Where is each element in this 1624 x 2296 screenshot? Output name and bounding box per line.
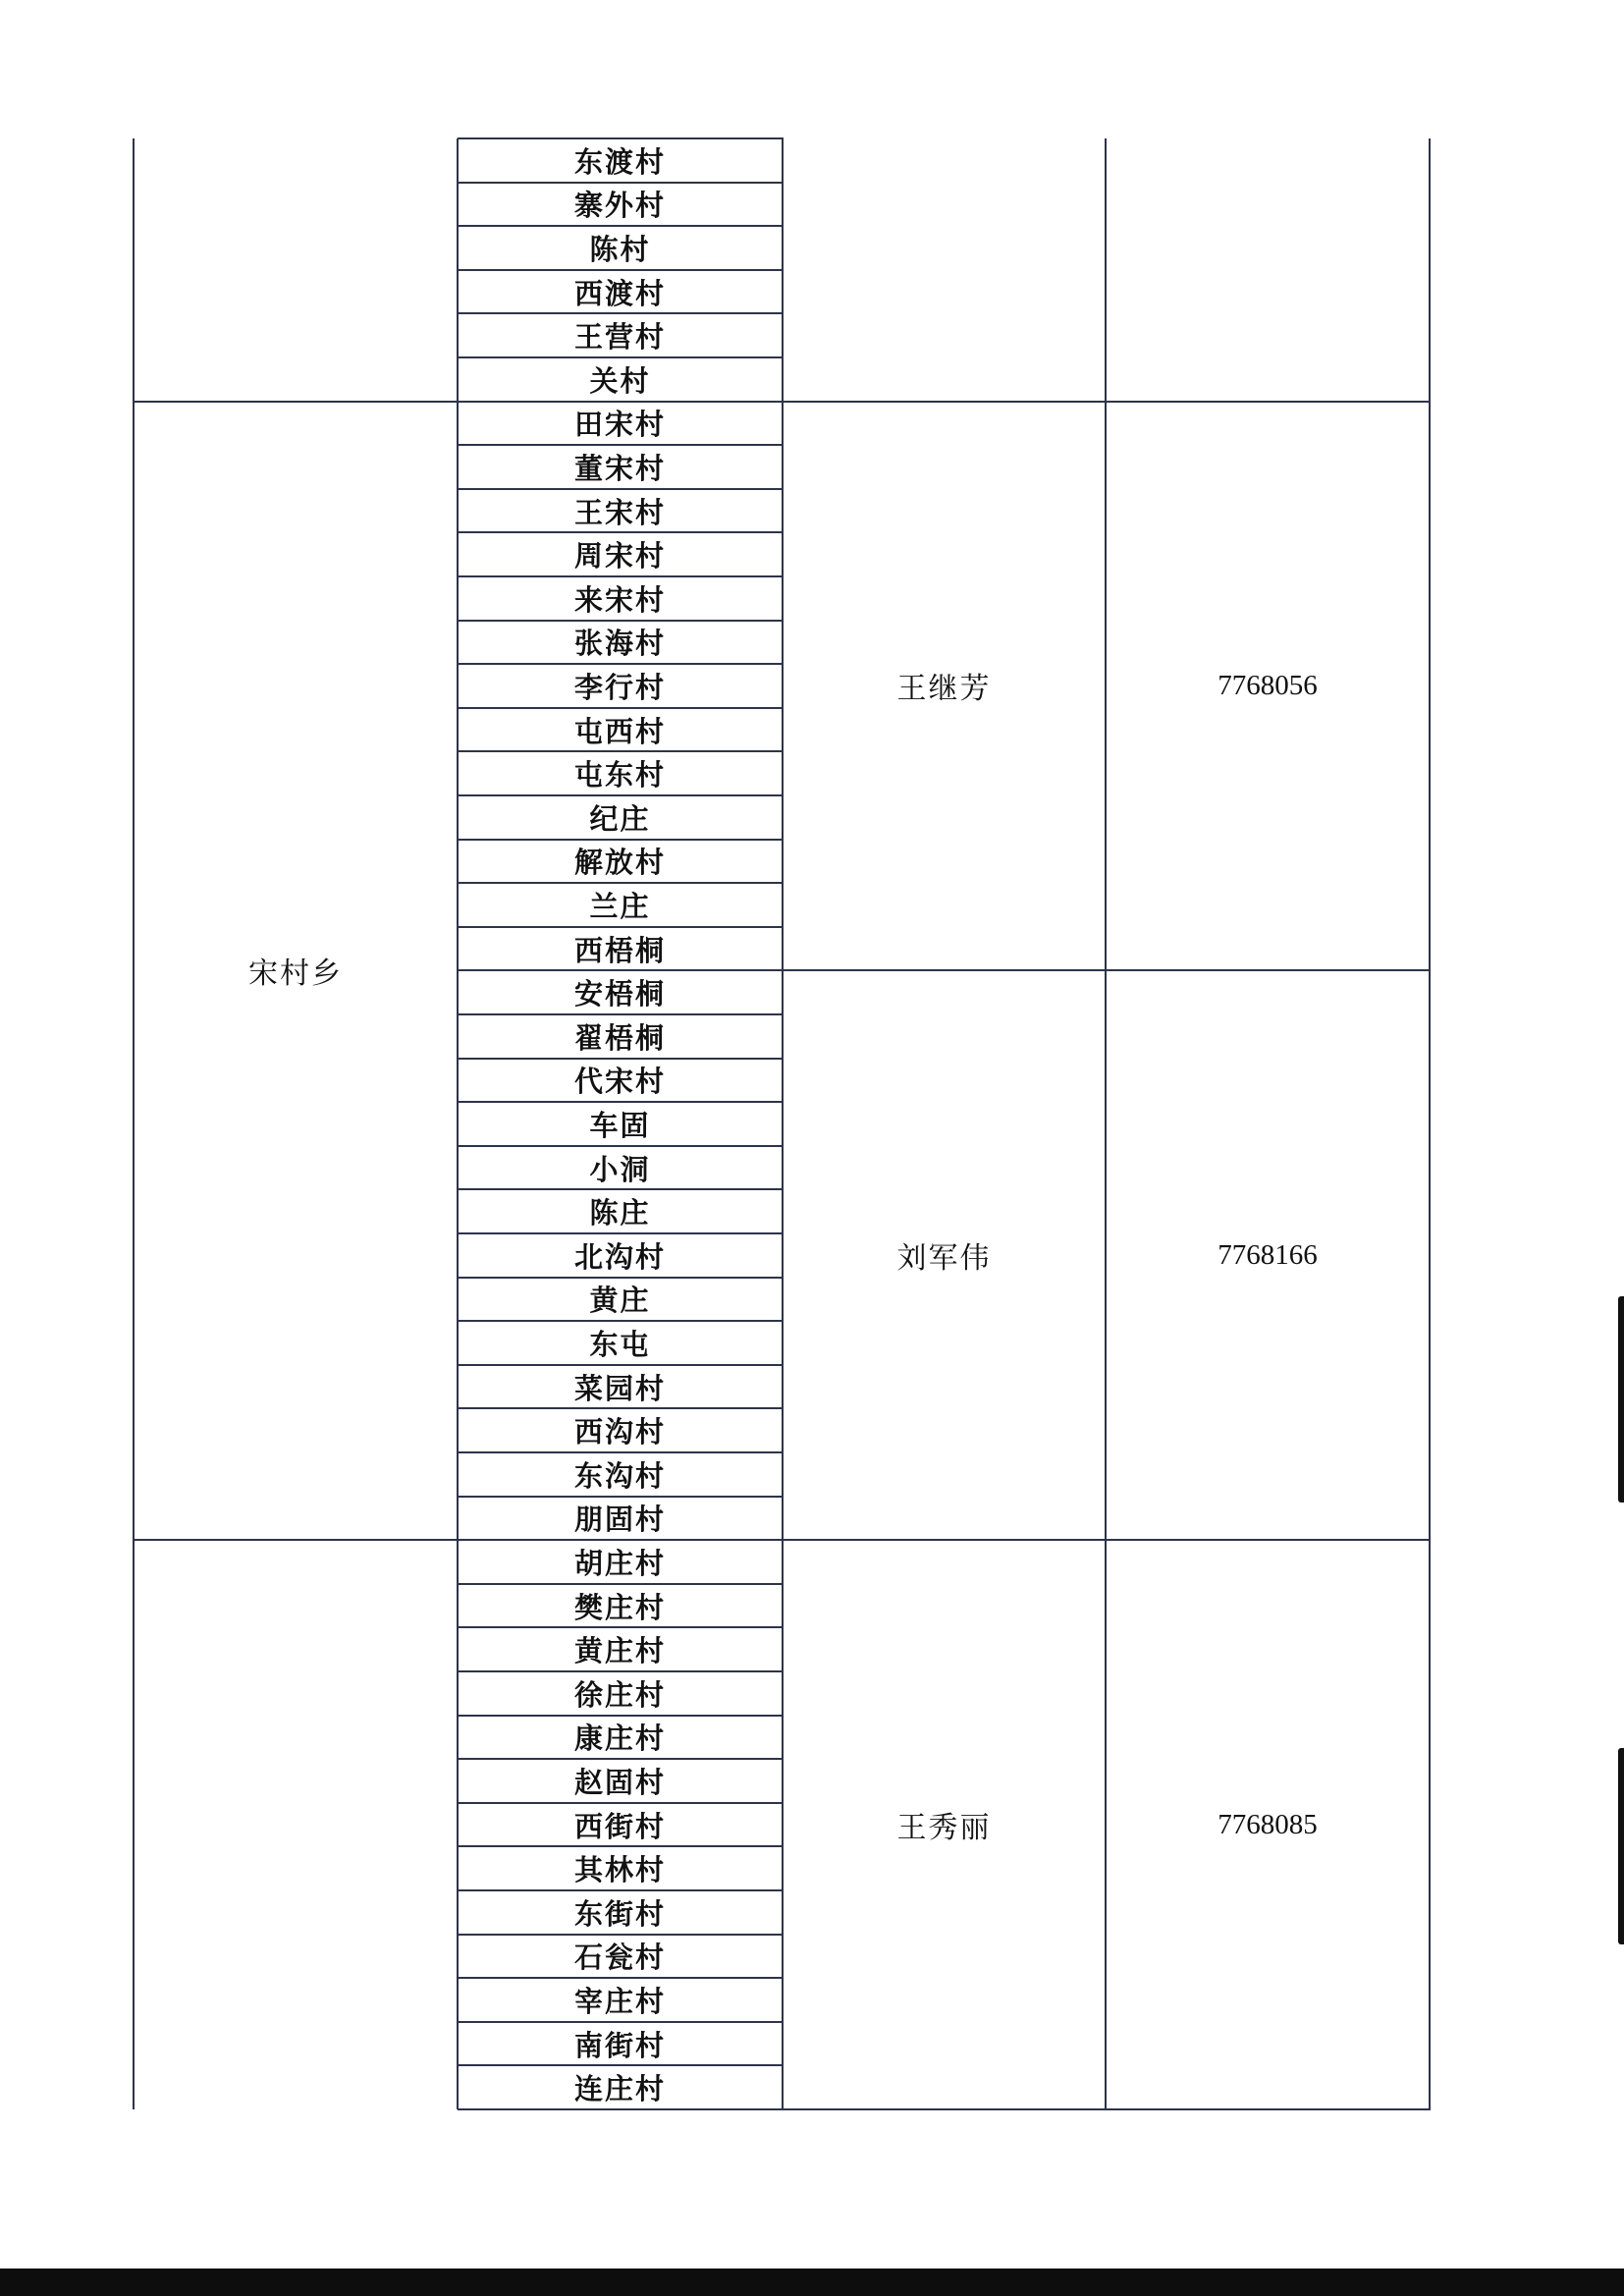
village-name: 菜园村 [573, 1371, 666, 1405]
village-name: 张海村 [573, 627, 666, 661]
village-row-line [458, 1451, 784, 1453]
village-row-line [458, 882, 784, 884]
village-row-line [458, 1013, 784, 1015]
village-name: 王宋村 [573, 495, 666, 529]
village-name: 李行村 [573, 670, 666, 704]
village-name: 南街村 [573, 2028, 666, 2062]
village-name: 翟梧桐 [573, 1020, 666, 1055]
contact-name: 刘军伟 [896, 1241, 992, 1277]
village-name: 东街村 [573, 1896, 666, 1931]
village-row-line [458, 1539, 784, 1541]
village-row-line [458, 1058, 784, 1060]
village-name: 东沟村 [573, 1458, 666, 1493]
village-row-line [458, 1145, 784, 1147]
village-row-line [458, 2064, 784, 2066]
village-row-line [458, 1407, 784, 1409]
scan-edge-mark [1618, 1748, 1624, 1944]
village-row-line [458, 312, 784, 314]
village-name: 连庄村 [573, 2072, 666, 2106]
village-row-line [458, 1715, 784, 1717]
village-name: 解放村 [573, 846, 666, 880]
village-row-line [458, 1934, 784, 1936]
village-row-line [458, 969, 784, 971]
village-name: 周宋村 [573, 539, 666, 574]
village-row-line [458, 488, 784, 490]
scan-edge-mark [1618, 1296, 1624, 1503]
village-name: 宰庄村 [573, 1984, 666, 2018]
village-name: 屯东村 [573, 758, 666, 793]
village-name: 其林村 [573, 1853, 666, 1887]
village-row-line [458, 1977, 784, 1979]
village-row-line [458, 1758, 784, 1760]
village-row-line [458, 182, 784, 184]
village-name: 关村 [589, 363, 651, 398]
village-name: 朋固村 [573, 1503, 666, 1537]
village-row-line [458, 444, 784, 446]
village-row-line [458, 575, 784, 577]
village-name: 田宋村 [573, 408, 666, 442]
village-name: 北沟村 [573, 1239, 666, 1274]
village-row-line [458, 1802, 784, 1804]
village-name: 西沟村 [573, 1415, 666, 1449]
village-row-line [458, 663, 784, 665]
village-name: 黄庄 [589, 1284, 651, 1318]
village-name: 车固 [589, 1108, 651, 1142]
village-row-line [458, 707, 784, 709]
village-row-line [458, 1277, 784, 1279]
phone-number: 7768166 [1218, 1238, 1318, 1271]
village-name: 东屯 [589, 1327, 651, 1361]
village-name: 寨外村 [573, 189, 666, 223]
village-row-line [458, 2021, 784, 2023]
village-row-line [458, 1101, 784, 1103]
village-row-line [458, 1188, 784, 1190]
village-name: 徐庄村 [573, 1677, 666, 1712]
contact-name: 王继芳 [896, 672, 992, 707]
village-name: 康庄村 [573, 1722, 666, 1756]
village-name: 董宋村 [573, 451, 666, 485]
village-name: 代宋村 [573, 1065, 666, 1099]
village-name: 小洞 [589, 1152, 651, 1186]
village-row-line [458, 620, 784, 622]
village-name: 屯西村 [573, 714, 666, 748]
village-row-line [458, 1889, 784, 1891]
village-row-line [458, 1626, 784, 1628]
village-name: 西街村 [573, 1809, 666, 1843]
village-row-line [458, 531, 784, 533]
village-row-line [458, 269, 784, 271]
contact-name: 王秀丽 [896, 1811, 992, 1846]
village-row-line [458, 225, 784, 227]
village-row-line [458, 750, 784, 752]
village-name: 黄庄村 [573, 1634, 666, 1668]
scan-border [0, 2269, 1624, 2296]
village-name: 樊庄村 [573, 1590, 666, 1624]
village-name: 纪庄 [589, 801, 651, 836]
village-row-line [458, 1496, 784, 1498]
village-row-line [458, 356, 784, 358]
village-name: 兰庄 [589, 889, 651, 923]
phone-number: 7768085 [1218, 1808, 1318, 1840]
village-name: 安梧桐 [573, 977, 666, 1011]
village-row-line [458, 1320, 784, 1322]
village-name: 石瓮村 [573, 1941, 666, 1975]
village-row-line [458, 137, 784, 139]
village-name: 赵固村 [573, 1765, 666, 1799]
village-row-line [458, 839, 784, 841]
village-name: 东渡村 [573, 144, 666, 179]
village-name: 来宋村 [573, 582, 666, 617]
village-name: 西梧桐 [573, 933, 666, 967]
village-name: 陈庄 [589, 1196, 651, 1230]
village-row-line [458, 1364, 784, 1366]
village-row-line [458, 1232, 784, 1234]
village-name: 胡庄村 [573, 1546, 666, 1580]
village-name: 西渡村 [573, 276, 666, 310]
village-name: 陈村 [589, 232, 651, 266]
village-row-line [458, 794, 784, 796]
village-name: 王营村 [573, 320, 666, 355]
phone-number: 7768056 [1218, 669, 1318, 701]
village-row-line [458, 926, 784, 928]
village-row-line [458, 1670, 784, 1672]
village-row-line [458, 401, 784, 403]
township-name: 宋村乡 [248, 957, 343, 992]
village-row-line [458, 1845, 784, 1847]
village-row-line [458, 1583, 784, 1585]
